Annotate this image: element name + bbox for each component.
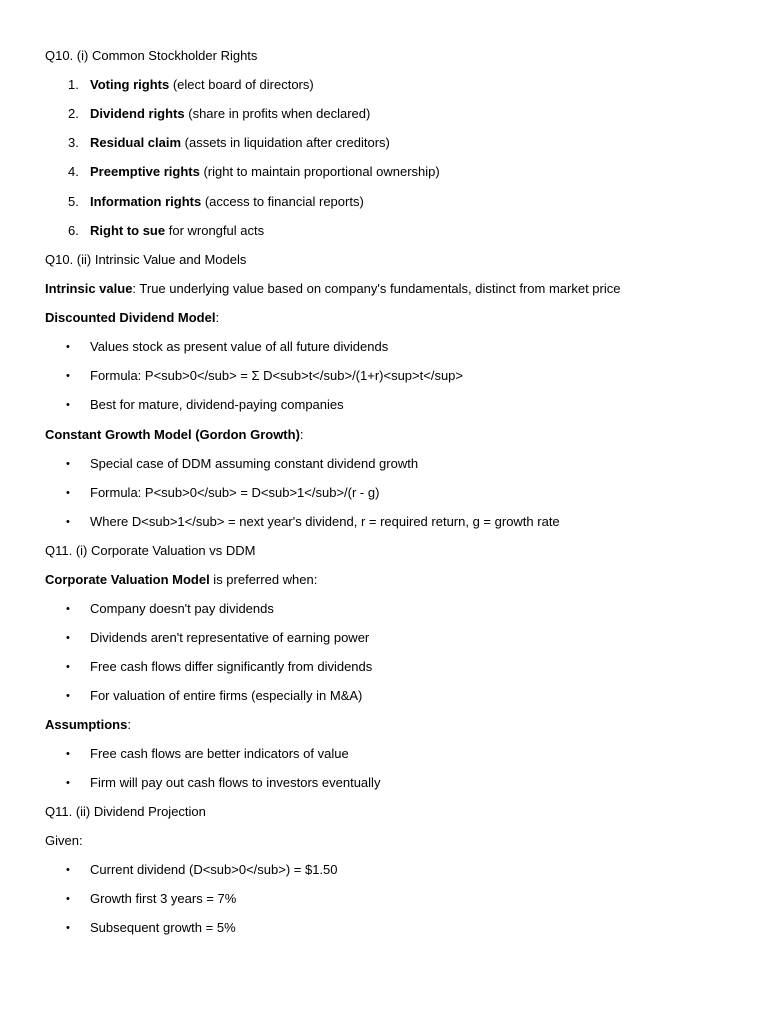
list-item-text: Company doesn't pay dividends (90, 601, 274, 616)
list-item-detail: for wrongful acts (165, 223, 265, 238)
list-item-text: Values stock as present value of all future dividends (90, 339, 389, 354)
list-item-term: Information rights (90, 194, 202, 209)
cgm-subheading (45, 426, 304, 443)
bullet-icon: • (66, 690, 70, 702)
bullet-icon: • (66, 922, 70, 934)
term-cvm: Corporate Valuation Model (45, 572, 210, 587)
list-number: 4. (68, 164, 79, 179)
list-item-term: Preemptive rights (90, 164, 200, 179)
list-item-detail: (right to maintain proportional ownership) (199, 164, 440, 179)
list-item-text: Subsequent growth = 5% (90, 920, 236, 935)
bullet-icon: • (66, 458, 70, 470)
section-heading-q11ii: Q11. (ii) Dividend Projection (45, 804, 206, 819)
list-item-text: Special case of DDM assuming constant dividend growth (90, 456, 419, 471)
assumptions-subheading (45, 716, 131, 733)
list-item-detail: (assets in liquidation after creditors) (181, 135, 390, 150)
bullet-icon: • (66, 632, 70, 644)
colon: : (215, 310, 220, 325)
term-assumptions: Assumptions (45, 717, 128, 732)
bullet-icon: • (66, 893, 70, 905)
list-number: 6. (68, 223, 79, 238)
list-item-text: Free cash flows differ significantly from dividends (90, 659, 373, 674)
list-item-text: Where D<sub>1</sub> = next year's dividend, r = required return, g = growth rate (90, 514, 560, 529)
given-label: Given: (45, 833, 83, 848)
list-item-text: Free cash flows are better indicators of value (90, 746, 349, 761)
term-cgm: Constant Growth Model (Gordon Growth) (45, 427, 300, 442)
list-item-term: Right to sue (90, 223, 166, 238)
list-item-text: Growth first 3 years = 7% (90, 891, 237, 906)
list-item-term: Residual claim (90, 135, 182, 150)
list-item-text: For valuation of entire firms (especially in M&A) (90, 688, 363, 703)
intrinsic-value-definition (45, 280, 620, 297)
bullet-icon: • (66, 399, 70, 411)
bullet-icon: • (66, 516, 70, 528)
list-item-text: Current dividend (D<sub>0</sub>) = $1.50 (90, 862, 338, 877)
list-item-text: Best for mature, dividend-paying companies (90, 397, 344, 412)
list-item-term: Voting rights (90, 77, 170, 92)
bullet-icon: • (66, 603, 70, 615)
bullet-icon: • (66, 777, 70, 789)
list-item-detail: (share in profits when declared) (184, 106, 371, 121)
list-number: 5. (68, 194, 79, 209)
list-item-term: Dividend rights (90, 106, 185, 121)
list-item-text: Dividends aren't representative of earning power (90, 630, 370, 645)
intro-text: is preferred when: (209, 572, 318, 587)
list-item-text: Formula: P<sub>0</sub> = Σ D<sub>t</sub>/(1+r)<sup>t</sup> (90, 368, 463, 383)
bullet-icon: • (66, 487, 70, 499)
term-ddm: Discounted Dividend Model (45, 310, 216, 325)
ddm-subheading (45, 309, 219, 326)
section-heading-q10ii: Q10. (ii) Intrinsic Value and Models (45, 252, 247, 267)
bullet-icon: • (66, 661, 70, 673)
section-heading-q11i: Q11. (i) Corporate Valuation vs DDM (45, 543, 256, 558)
list-number: 2. (68, 106, 79, 121)
bullet-icon: • (66, 370, 70, 382)
bullet-icon: • (66, 864, 70, 876)
bullet-icon: • (66, 748, 70, 760)
list-item-text: Formula: P<sub>0</sub> = D<sub>1</sub>/(r - g) (90, 485, 380, 500)
definition-text: : True underlying value based on company's fundamentals, distinct from market price (132, 281, 621, 296)
term-intrinsic-value: Intrinsic value (45, 281, 133, 296)
colon: : (299, 427, 304, 442)
bullet-icon: • (66, 341, 70, 353)
list-number: 3. (68, 135, 79, 150)
list-item-detail: (elect board of directors) (169, 77, 314, 92)
list-number: 1. (68, 77, 79, 92)
list-item-text: Firm will pay out cash flows to investors eventually (90, 775, 381, 790)
list-item-detail: (access to financial reports) (201, 194, 364, 209)
colon: : (127, 717, 131, 732)
cvm-intro (45, 571, 317, 588)
section-heading-q10i: Q10. (i) Common Stockholder Rights (45, 48, 258, 63)
